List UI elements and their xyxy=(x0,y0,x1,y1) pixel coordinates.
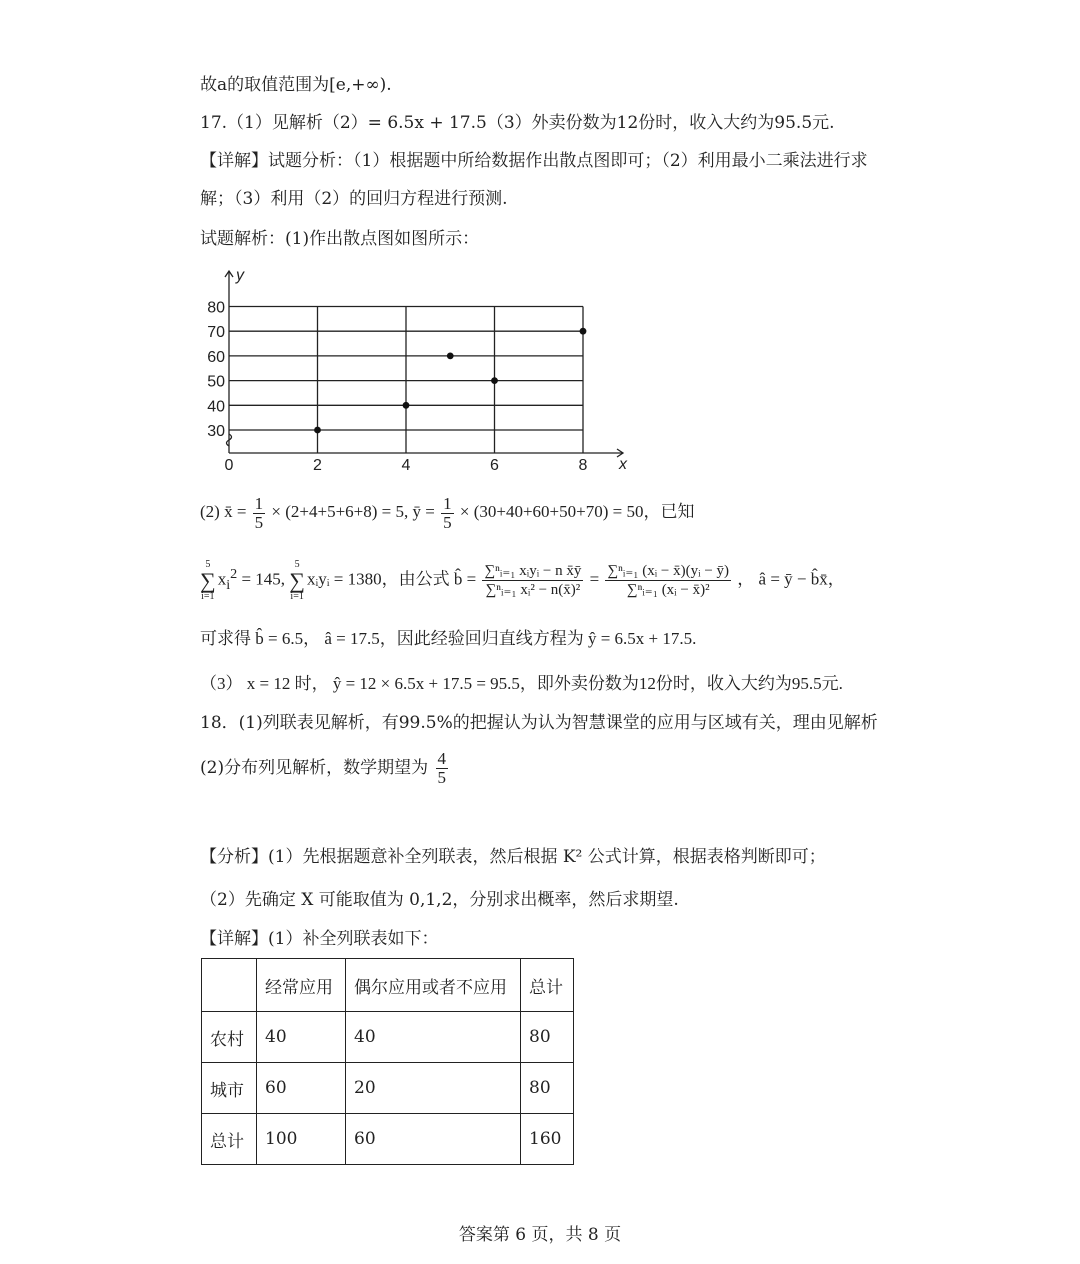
y-tick-label: 50 xyxy=(207,373,225,391)
line-18-answer-1: 18．(1)列联表见解析，有99.5%的把握认为认为智慧课堂的应用与区域有关，理由见解析 xyxy=(200,713,878,733)
table-cell: 经常应用 xyxy=(257,959,346,1012)
table-cell: 农村 xyxy=(202,1012,257,1063)
fraction-one-fifth-b xyxy=(441,495,454,532)
sum-xy-text: xᵢyᵢ = 1380，由公式 b̂ = xyxy=(306,569,477,589)
x-tick-label: 6 xyxy=(490,457,499,474)
table-cell: 40 xyxy=(257,1012,346,1063)
table-cell: 60 xyxy=(346,1114,521,1165)
line-prediction: （3） x = 12 时， ŷ = 12 × 6.5x + 17.5 = 95.5，即外卖份数为12份时，收入大约为95.5元. xyxy=(200,674,843,693)
line-17-solution: 试题解析：(1)作出散点图如图所示： xyxy=(200,229,480,249)
means-x: × (2+4+5+6+8) = 5, ȳ = xyxy=(271,502,435,521)
table-header-row xyxy=(202,959,574,1012)
table-row xyxy=(202,1063,574,1114)
fraction-one-fifth-a xyxy=(253,495,266,532)
table-cell: 100 xyxy=(257,1114,346,1165)
expectation-text: (2)分布列见解析，数学期望为 xyxy=(200,758,429,778)
frac-num: 1 xyxy=(443,493,452,513)
table-cell: 20 xyxy=(346,1063,521,1114)
table-cell: 80 xyxy=(521,1063,574,1114)
data-point xyxy=(314,427,321,434)
a-hat-formula: ， â = ȳ − b̂x̄， xyxy=(737,569,845,589)
data-point xyxy=(447,353,454,360)
sum-bottom: i=1 xyxy=(201,590,215,602)
line-18-answer-2 xyxy=(200,748,450,788)
line-17-answer: 17.（1）见解析（2）= 6.5x + 17.5（3）外卖份数为12份时，收入大约为95.5元. xyxy=(200,113,835,133)
scatter-chart xyxy=(200,265,640,475)
means-prefix: (2) x̄ = xyxy=(200,502,247,521)
table-cell: 80 xyxy=(521,1012,574,1063)
line-regression: 可求得 b̂ = 6.5， â = 17.5，因此经验回归直线方程为 ŷ = 6.5x + 17.5. xyxy=(200,629,697,648)
table-cell: 偶尔应用或者不应用 xyxy=(346,959,521,1012)
line-18-analysis-1: 【分析】(1）先根据题意补全列联表，然后根据 K² 公式计算，根据表格判断即可； xyxy=(200,847,826,867)
page-footer: 答案第 6 页，共 8 页 xyxy=(458,1225,622,1245)
y-tick-label: 30 xyxy=(207,423,225,440)
fraction-four-fifths xyxy=(436,750,449,787)
frac-den: ∑ⁿᵢ₌₁ (xᵢ − x̄)² xyxy=(626,582,710,599)
chart-tick-labels xyxy=(207,300,587,475)
sum-bottom: i=1 xyxy=(290,590,304,602)
line-17-detail-1: 【详解】试题分析：（1）根据题中所给数据作出散点图即可；（2）利用最小二乘法进行求 xyxy=(200,151,868,171)
table-row xyxy=(202,1012,574,1063)
x-tick-label: 2 xyxy=(313,457,322,474)
line-18-detail: 【详解】(1）补全列联表如下： xyxy=(200,929,439,949)
table-cell: 总计 xyxy=(202,1114,257,1165)
frac-num: 4 xyxy=(437,749,446,768)
means-y: × (30+40+60+50+70) = 50，已知 xyxy=(459,502,695,521)
line-17-detail-2: 解；（3）利用（2）的回归方程进行预测. xyxy=(200,189,508,209)
frac-den: ∑ⁿᵢ₌₁ xᵢ² − n(x̄)² xyxy=(485,582,581,599)
table-cell: 60 xyxy=(257,1063,346,1114)
line-18-analysis-2: （2）先确定 X 可能取值为 0,1,2，分别求出概率，然后求期望. xyxy=(200,890,679,910)
line-1: 故a的取值范围为[e,+∞). xyxy=(200,75,392,95)
fraction-b-hat-2 xyxy=(605,562,731,599)
chart-axes xyxy=(225,271,623,457)
x-axis-label: x xyxy=(619,456,627,473)
sum-x-squared: x xyxy=(217,569,227,589)
sum-symbol-1: 5 ∑ i=1 xyxy=(200,558,216,602)
frac-den: 5 xyxy=(443,512,452,532)
x-tick-label: 8 xyxy=(578,457,588,474)
table-cell: 城市 xyxy=(202,1063,257,1114)
table-cell: 总计 xyxy=(521,959,574,1012)
table-row xyxy=(202,1114,574,1165)
line-means xyxy=(200,494,694,532)
x-tick-label: 4 xyxy=(401,457,411,474)
frac-den: 5 xyxy=(437,768,446,787)
table-cell: 40 xyxy=(346,1012,521,1063)
table-cell: 160 xyxy=(521,1114,574,1165)
fraction-b-hat-1 xyxy=(482,562,583,599)
sum-symbol-2: 5 ∑ i=1 xyxy=(289,558,305,602)
line-formula: 5 ∑ $i=1x_i^2 = 145$, 5 ∑ i=1xᵢyᵢ = 1380，由公式 b̂ = $\frac{\text{∑ⁿᵢ₌₁ xᵢyᵢ − n x̄ȳ}}{\text{∑ⁿᵢ₌₁ xᵢ² − n(x̄)²}}$ = $\frac{\text{∑ⁿᵢ₌₁ (xᵢ − x̄)(yᵢ − ȳ)}}{\text{∑ⁿᵢ₌₁ (xᵢ − x̄)²}}$ ， â = ȳ − b̂x̄， xyxy=(200,558,845,602)
sum-top: 5 xyxy=(205,558,211,570)
table-cell xyxy=(202,959,257,1012)
y-axis-label: y xyxy=(236,267,244,284)
frac-den: 5 xyxy=(254,512,264,532)
contingency-table xyxy=(201,958,574,1165)
equals: = xyxy=(589,569,600,589)
y-tick-label: 60 xyxy=(207,348,225,366)
sum-top: 5 xyxy=(294,558,300,570)
x-tick-label: 0 xyxy=(224,457,234,474)
y-tick-label: 40 xyxy=(207,398,225,416)
y-tick-label: 80 xyxy=(207,299,225,317)
data-point xyxy=(580,328,587,335)
frac-num: 1 xyxy=(254,493,264,513)
frac-num: ∑ⁿᵢ₌₁ (xᵢ − x̄)(yᵢ − ȳ) xyxy=(607,563,730,580)
data-point xyxy=(491,377,498,384)
chart-grid xyxy=(229,307,583,454)
y-tick-label: 70 xyxy=(207,324,225,342)
data-point xyxy=(403,402,410,409)
frac-num: ∑ⁿᵢ₌₁ xᵢyᵢ − n x̄ȳ xyxy=(484,563,582,580)
sum-x-squared-value: = 145, xyxy=(241,569,286,589)
